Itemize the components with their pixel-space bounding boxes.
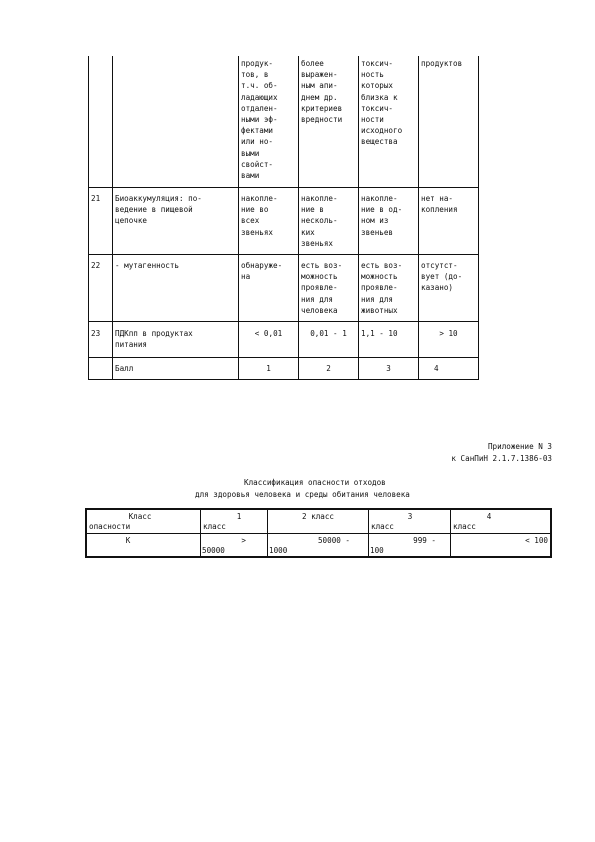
table-vline: [478, 56, 479, 380]
table-cell: нет на- копления: [421, 194, 458, 215]
table-cell: накопле- ние в од- ном из звеньев: [361, 194, 403, 237]
criterion-name: - мутагенность: [115, 261, 180, 270]
table-cell: накопле- ние в несколь- ких звеньях: [301, 194, 338, 248]
table-cell: токсич- ность которых близка к токсич- ности исходного вещества: [361, 59, 403, 147]
header-class-1: 1: [236, 512, 242, 521]
table-cell: продуктов: [421, 59, 463, 68]
score-label: Балл: [115, 364, 134, 373]
table-hline: [85, 533, 552, 534]
classification-subheading: для здоровья человека и среды обитания человека: [195, 490, 410, 499]
table-hline: [88, 187, 479, 188]
table-hline: [88, 379, 479, 380]
header-hazard-class: Класс: [128, 512, 152, 521]
table-border: [85, 556, 552, 558]
table-cell: более выражен- ным апи- днем др. критериев вредности: [301, 59, 343, 125]
header-hazard-class: опасности: [89, 522, 131, 531]
table-hline: [88, 321, 479, 322]
table-vline: [358, 56, 359, 380]
row-indicator: К: [125, 536, 131, 545]
table-vline: [88, 56, 89, 380]
row-number: 22: [91, 261, 101, 270]
row-value: 1000: [269, 546, 288, 555]
header-class-4: класс: [453, 522, 476, 531]
header-class-2: 2 класс: [301, 512, 334, 521]
row-value: 50000: [202, 546, 225, 555]
classification-heading: Классификация опасности отходов: [244, 478, 386, 487]
appendix-title: Приложение N 3: [487, 442, 552, 451]
row-value: 100: [370, 546, 384, 555]
score-value: 3: [386, 364, 391, 373]
table-cell: отсутст- вует (до- казано): [421, 261, 463, 293]
table-cell: продук- тов, в т.ч. об- ладающих отдален- ными эф- фектами или но- выми свойст- вами: [241, 59, 278, 181]
table-vline: [112, 56, 113, 380]
header-class-4: 4: [486, 512, 492, 521]
criterion-name: ПДКпп в продуктах питания: [115, 329, 193, 350]
table-border: [85, 508, 552, 510]
row-number: 21: [91, 194, 101, 203]
table-cell: есть воз- можность проявле- ния для человека: [301, 261, 343, 315]
header-class-3: класс: [371, 522, 394, 531]
table-cell: > 10: [439, 329, 458, 338]
row-value: 50000 -: [317, 536, 350, 545]
appendix-subtitle: к СанПиН 2.1.7.1386-03: [451, 454, 552, 463]
table-hline: [88, 357, 479, 358]
table-cell: 0,01 - 1: [310, 329, 347, 338]
table-cell: есть воз- можность проявле- ния для животных: [361, 261, 403, 315]
criterion-name: Биоаккумуляция: по- ведение в пищевой цепочке: [115, 194, 202, 226]
row-value: >: [241, 536, 246, 545]
score-value: 1: [266, 364, 271, 373]
score-value: 4: [434, 364, 439, 373]
row-number: 23: [91, 329, 101, 338]
row-value: 999 -: [413, 536, 436, 545]
score-value: 2: [326, 364, 331, 373]
table-cell: накопле- ние во всех звеньях: [241, 194, 278, 237]
table-hline: [88, 254, 479, 255]
table-cell: 1,1 - 10: [361, 329, 398, 338]
table-cell: < 0,01: [254, 329, 283, 338]
header-class-1: класс: [203, 522, 226, 531]
table-cell: обнаруже- на: [241, 261, 283, 282]
header-class-3: 3: [407, 512, 413, 521]
row-value: < 100: [525, 536, 548, 545]
